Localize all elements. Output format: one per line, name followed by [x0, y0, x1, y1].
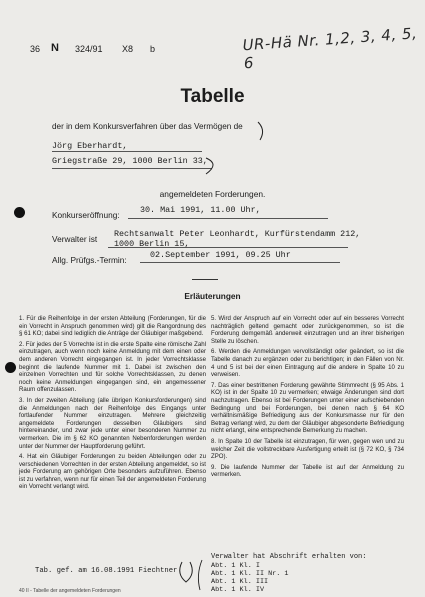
debtor-name: Jörg Eberhardt, [52, 141, 128, 151]
case-year-marked: X8 [122, 44, 134, 54]
explanation-1: 1. Für die Reihenfolge in der ersten Abteilung (Forderungen, für die ein Vorrecht in Anspruch genommen wird) gilt die Rangordnung des § 61 KO; dabei sind lediglich die Anträge der Gläubiger maßgebend. [19, 315, 206, 338]
abteilung-item: Abt. 1 Kl. IV [211, 586, 265, 594]
termin-label: Allg. Prüfgs.-Termin: [52, 255, 127, 265]
verwalter-line-2: 1000 Berlin 15, [114, 239, 190, 249]
file-number: 36 [30, 44, 41, 54]
verwalter-line [108, 247, 348, 248]
verwalter-label: Verwalter ist [52, 234, 98, 244]
punch-hole [14, 207, 25, 218]
explanations-right [211, 315, 404, 482]
abteilung-item: Abt. 1 Kl. III [211, 578, 269, 586]
file-letter: N [51, 42, 59, 54]
explanation-6: 6. Werden die Anmeldungen vervollständigt oder geändert, so ist die Tabelle danach zu ergänzen oder zu berichtigen; in den Fällen von Nr. 4 und 5 ist bei der einen Eintragung auf die andere in Spalte 10 zu verweisen. [211, 348, 404, 379]
debtor-address: Griegstraße 29, 1000 Berlin 33, [52, 156, 208, 166]
debtor-name-line [52, 151, 202, 152]
explanation-4: 4. Hat ein Gläubiger Forderungen zu beiden Abteilungen oder zu verschiedenen Vorrechten in der ersten Abteilung angemeldet, so ist jede Forderung am gehörigen Orte besonders aufzuführen. Ebenso ist zu verfahren, wenn nur für einen Teil der angemeldeten Forderung ein Vorrecht verlangt wird. [19, 453, 206, 491]
explanation-2: 2. Für jedes der 5 Vorrechte ist in die erste Spalte eine römische Zahl einzutragen, auch wenn noch keine Anmeldung mit dem einen oder dem anderen Vorrecht eingegangen ist. In jeder Vorrechtsklasse beginnt die laufende Nummer mit 1. Dabei ist zwischen den einzelnen Vorrechten und für solche Vorrechtsklassen, zu denen noch keine Anmeldungen eingegangen sind, ein angemessener Raum offenzulassen. [19, 340, 206, 394]
forderungen-heading: angemeldeten Forderungen. [159, 189, 266, 199]
explanation-3: 3. In der zweiten Abteilung (alle übrigen Konkursforderungen) sind die Anmeldungen nach der Reihenfolge des Eingangs unter fortlaufender Nummer einzutragen. Mehrere gleichzeitig angemeldete Forderungen desselben Gläubigers sind hintereinander, und zwar jede unter einer besonderen Nummer zu vermerken. Die im § 62 KO genannten Nebenforderungen werden unter der Nummer der Hauptforderung geführt. [19, 396, 206, 450]
tab-filed-stamp: Tab. gef. am 16.08.1991 Fiechtner [35, 567, 178, 575]
separator [192, 279, 218, 280]
termin-value: 02.September 1991, 09.25 Uhr [150, 250, 291, 260]
explanations-left [19, 315, 206, 494]
konkurs-label: Konkurseröffnung: [52, 210, 120, 220]
konkurs-value: 30. Mai 1991, 11.00 Uhr, [140, 205, 261, 215]
handwritten-note: UR-Hä Nr. 1,2, 3, 4, 5, 6 [241, 24, 418, 73]
intro-text: der in dem Konkursverfahren über das Vermögen de [52, 122, 243, 131]
debtor-address-line [52, 168, 212, 169]
termin-line [140, 262, 340, 263]
erlaeuterungen-title: Erläuterungen [184, 291, 241, 301]
administrator-copy-note: Verwalter hat Abschrift erhalten von: [211, 553, 367, 561]
verwalter-line-1: Rechtsanwalt Peter Leonhardt, Kurfürstendamm 212, [114, 229, 361, 239]
abteilung-item: Abt. 1 Kl. I [211, 562, 260, 570]
punch-hole [5, 362, 16, 373]
explanation-8: 8. In Spalte 10 der Tabelle ist einzutragen, für wen, gegen wen und zu welcher Zeit die vollstreckbare Ausfertigung erteilt ist (§ 72 KO, § 734 ZPO). [211, 437, 404, 461]
explanation-7: 7. Das einer bestrittenen Forderung gewährte Stimmrecht (§ 95 Abs. 1 KO) ist in der Spalte 10 zu vermerken; etwaige Änderungen sind dort nachzutragen. Ebenso ist bei Forderungen unter einer aufschiebenden Bedingung und bei Forderungen, bei denen nach § 64 KO verhältnismäßige Befriedigung aus der Konkursmasse nur für den Betrag verlangt wird, zu dem der Gläubiger abgesonderte Befriedigung nicht erlangt, eine entsprechende Bemerkung zu machen. [211, 381, 404, 435]
explanation-9: 9. Die laufende Nummer der Tabelle ist auf der Anmeldung zu vermerken. [211, 463, 404, 479]
case-number: 324/91 [75, 44, 103, 54]
explanation-5: 5. Wird der Anspruch auf ein Vorrecht oder auf ein besseres Vorrecht nachträglich geltend gemacht oder zurückgenommen, so ist die Forderung demgemäß anderweit einzutragen und an ihrer bisherigen Stelle zu löschen. [211, 315, 404, 345]
page-title: Tabelle [180, 86, 245, 107]
pen-bracket-mark [258, 122, 263, 140]
pen-signature-mark [180, 562, 193, 582]
pen-bracket-mark [198, 560, 202, 590]
abteilung-item: Abt. 1 Kl. II Nr. 1 [211, 570, 289, 578]
form-footer: 40 II - Tabelle der angemeldeten Forderungen [19, 588, 121, 594]
konkurs-line [128, 218, 328, 219]
case-suffix: b [150, 44, 156, 54]
